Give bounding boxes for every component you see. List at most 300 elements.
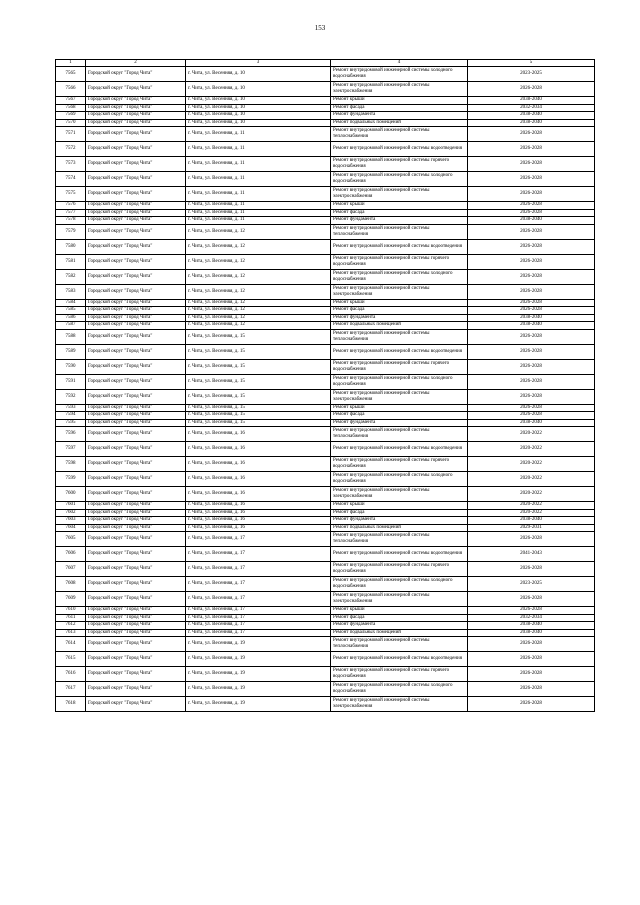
address-cell: г. Чита, ул. Весенняя, д. 16: [186, 524, 331, 532]
row-number-cell: 7593: [56, 404, 86, 412]
address-cell: г. Чита, ул. Весенняя, д. 15: [186, 329, 331, 344]
work-type-cell: Ремонт внутридомовой инженерной системы электроснабжения: [331, 284, 468, 299]
period-cell: 2041-2043: [468, 547, 595, 562]
address-cell: г. Чита, ул. Весенняя, д. 16: [186, 472, 331, 487]
period-cell: 2038-2040: [468, 629, 595, 637]
table-row: [56, 607, 595, 615]
table-row: [56, 224, 595, 239]
municipality-cell: Городской округ "Город Чита": [86, 322, 186, 330]
municipality-cell: Городской округ "Город Чита": [86, 442, 186, 457]
table-row: [56, 82, 595, 97]
table-row: [56, 577, 595, 592]
row-number-cell: 7602: [56, 509, 86, 517]
period-cell: 2020-2022: [468, 457, 595, 472]
municipality-cell: Городской округ "Город Чита": [86, 547, 186, 562]
period-cell: 2026-2028: [468, 82, 595, 97]
period-cell: 2038-2040: [468, 217, 595, 225]
row-number-cell: 7577: [56, 209, 86, 217]
period-cell: 2038-2040: [468, 314, 595, 322]
table-row: [56, 314, 595, 322]
row-number-cell: 7597: [56, 442, 86, 457]
address-cell: г. Чита, ул. Весенняя, д. 15: [186, 404, 331, 412]
period-cell: 2038-2040: [468, 419, 595, 427]
row-number-cell: 7601: [56, 502, 86, 510]
table-row: [56, 472, 595, 487]
work-type-cell: Ремонт фасада: [331, 104, 468, 112]
work-type-cell: Ремонт внутридомовой инженерной системы горячего водоснабжения: [331, 457, 468, 472]
row-number-cell: 7605: [56, 532, 86, 547]
work-type-cell: Ремонт внутридомовой инженерной системы теплоснабжения: [331, 329, 468, 344]
table-row: [56, 127, 595, 142]
work-type-cell: Ремонт внутридомовой инженерной системы электроснабжения: [331, 187, 468, 202]
period-cell: 2026-2028: [468, 607, 595, 615]
period-cell: 2026-2028: [468, 652, 595, 667]
address-cell: г. Чита, ул. Весенняя, д. 12: [186, 307, 331, 315]
row-number-cell: 7584: [56, 299, 86, 307]
table-row: [56, 209, 595, 217]
address-cell: г. Чита, ул. Весенняя, д. 19: [186, 697, 331, 712]
municipality-cell: Городской округ "Город Чита": [86, 314, 186, 322]
period-cell: 2026-2028: [468, 637, 595, 652]
municipality-cell: Городской округ "Город Чита": [86, 629, 186, 637]
period-cell: 2026-2028: [468, 682, 595, 697]
work-type-cell: Ремонт фасада: [331, 412, 468, 420]
municipality-cell: Городской округ "Город Чита": [86, 187, 186, 202]
table-row: [56, 157, 595, 172]
address-cell: г. Чита, ул. Весенняя, д. 12: [186, 299, 331, 307]
row-number-cell: 7580: [56, 239, 86, 254]
municipality-cell: Городской округ "Город Чита": [86, 697, 186, 712]
table-row: [56, 142, 595, 157]
municipality-cell: Городской округ "Город Чита": [86, 119, 186, 127]
work-type-cell: Ремонт внутридомовой инженерной системы электроснабжения: [331, 697, 468, 712]
municipality-cell: Городской округ "Город Чита": [86, 269, 186, 284]
table-row: [56, 104, 595, 112]
work-type-cell: Ремонт крыши: [331, 202, 468, 210]
municipality-cell: Городской округ "Город Чита": [86, 682, 186, 697]
row-number-cell: 7594: [56, 412, 86, 420]
period-cell: 2020-2022: [468, 509, 595, 517]
period-cell: 2020-2022: [468, 487, 595, 502]
address-cell: г. Чита, ул. Весенняя, д. 17: [186, 577, 331, 592]
municipality-cell: Городской округ "Город Чита": [86, 652, 186, 667]
period-cell: 2020-2022: [468, 442, 595, 457]
row-number-cell: 7585: [56, 307, 86, 315]
period-cell: 2038-2040: [468, 97, 595, 105]
header-cell-2: 2: [86, 60, 186, 67]
period-cell: 2020-2022: [468, 427, 595, 442]
work-type-cell: Ремонт фундамента: [331, 517, 468, 525]
address-cell: г. Чита, ул. Весенняя, д. 11: [186, 157, 331, 172]
municipality-cell: Городской округ "Город Чита": [86, 427, 186, 442]
municipality-cell: Городской округ "Город Чита": [86, 142, 186, 157]
address-cell: г. Чита, ул. Весенняя, д. 11: [186, 202, 331, 210]
row-number-cell: 7572: [56, 142, 86, 157]
period-cell: 2026-2028: [468, 254, 595, 269]
row-number-cell: 7570: [56, 119, 86, 127]
address-cell: г. Чита, ул. Весенняя, д. 16: [186, 457, 331, 472]
table-row: [56, 217, 595, 225]
municipality-cell: Городской округ "Город Чита": [86, 487, 186, 502]
work-type-cell: Ремонт внутридомовой инженерной системы водоотведения: [331, 442, 468, 457]
table-row: [56, 299, 595, 307]
work-type-cell: Ремонт внутридомовой инженерной системы водоотведения: [331, 239, 468, 254]
period-cell: 2026-2028: [468, 127, 595, 142]
work-type-cell: Ремонт внутридомовой инженерной системы горячего водоснабжения: [331, 254, 468, 269]
work-type-cell: Ремонт фундамента: [331, 622, 468, 630]
work-type-cell: Ремонт фундамента: [331, 112, 468, 120]
row-number-cell: 7565: [56, 67, 86, 82]
work-type-cell: Ремонт внутридомовой инженерной системы горячего водоснабжения: [331, 667, 468, 682]
period-cell: 2020-2022: [468, 502, 595, 510]
row-number-cell: 7610: [56, 607, 86, 615]
row-number-cell: 7581: [56, 254, 86, 269]
work-type-cell: Ремонт фасада: [331, 614, 468, 622]
row-number-cell: 7567: [56, 97, 86, 105]
work-type-cell: Ремонт внутридомовой инженерной системы горячего водоснабжения: [331, 359, 468, 374]
table-row: [56, 307, 595, 315]
row-number-cell: 7595: [56, 419, 86, 427]
municipality-cell: Городской округ "Город Чита": [86, 157, 186, 172]
period-cell: 2038-2040: [468, 119, 595, 127]
address-cell: г. Чита, ул. Весенняя, д. 17: [186, 607, 331, 615]
municipality-cell: Городской округ "Город Чита": [86, 374, 186, 389]
table-row: [56, 622, 595, 630]
row-number-cell: 7613: [56, 629, 86, 637]
municipality-cell: Городской округ "Город Чита": [86, 637, 186, 652]
work-type-cell: Ремонт крыши: [331, 97, 468, 105]
municipality-cell: Городской округ "Город Чита": [86, 299, 186, 307]
municipality-cell: Городской округ "Город Чита": [86, 592, 186, 607]
period-cell: 2038-2040: [468, 322, 595, 330]
address-cell: г. Чита, ул. Весенняя, д. 15: [186, 374, 331, 389]
table-row: [56, 187, 595, 202]
table-row: [56, 119, 595, 127]
row-number-cell: 7604: [56, 524, 86, 532]
period-cell: 2026-2028: [468, 344, 595, 359]
municipality-cell: Городской округ "Город Чита": [86, 667, 186, 682]
work-type-cell: Ремонт внутридомовой инженерной системы холодного водоснабжения: [331, 577, 468, 592]
address-cell: г. Чита, ул. Весенняя, д. 19: [186, 637, 331, 652]
address-cell: г. Чита, ул. Весенняя, д. 10: [186, 82, 331, 97]
period-cell: 2026-2028: [468, 307, 595, 315]
municipality-cell: Городской округ "Город Чита": [86, 577, 186, 592]
period-cell: 2026-2028: [468, 697, 595, 712]
period-cell: 2020-2022: [468, 472, 595, 487]
table-row: [56, 97, 595, 105]
municipality-cell: Городской округ "Город Чита": [86, 127, 186, 142]
period-cell: 2026-2028: [468, 299, 595, 307]
municipality-cell: Городской округ "Город Чита": [86, 307, 186, 315]
period-cell: 2026-2028: [468, 172, 595, 187]
municipality-cell: Городской округ "Город Чита": [86, 202, 186, 210]
work-type-cell: Ремонт внутридомовой инженерной системы холодного водоснабжения: [331, 472, 468, 487]
municipality-cell: Городской округ "Город Чита": [86, 209, 186, 217]
work-type-cell: Ремонт подвальных помещений: [331, 524, 468, 532]
work-type-cell: Ремонт внутридомовой инженерной системы электроснабжения: [331, 389, 468, 404]
work-type-cell: Ремонт крыши: [331, 502, 468, 510]
municipality-cell: Городской округ "Город Чита": [86, 517, 186, 525]
address-cell: г. Чита, ул. Весенняя, д. 11: [186, 127, 331, 142]
row-number-cell: 7611: [56, 614, 86, 622]
work-type-cell: Ремонт фундамента: [331, 217, 468, 225]
table-row: [56, 427, 595, 442]
address-cell: г. Чита, ул. Весенняя, д. 17: [186, 532, 331, 547]
row-number-cell: 7616: [56, 667, 86, 682]
period-cell: 2026-2028: [468, 359, 595, 374]
row-number-cell: 7612: [56, 622, 86, 630]
work-type-cell: Ремонт крыши: [331, 607, 468, 615]
row-number-cell: 7614: [56, 637, 86, 652]
period-cell: 2026-2028: [468, 329, 595, 344]
table-row: [56, 562, 595, 577]
municipality-cell: Городской округ "Город Чита": [86, 172, 186, 187]
work-type-cell: Ремонт внутридомовой инженерной системы теплоснабжения: [331, 127, 468, 142]
repair-schedule-table: [55, 59, 595, 712]
period-cell: 2026-2028: [468, 202, 595, 210]
table-row: [56, 254, 595, 269]
municipality-cell: Городской округ "Город Чита": [86, 239, 186, 254]
row-number-cell: 7568: [56, 104, 86, 112]
work-type-cell: Ремонт подвальных помещений: [331, 629, 468, 637]
row-number-cell: 7589: [56, 344, 86, 359]
work-type-cell: Ремонт внутридомовой инженерной системы горячего водоснабжения: [331, 157, 468, 172]
row-number-cell: 7588: [56, 329, 86, 344]
row-number-cell: 7586: [56, 314, 86, 322]
period-cell: 2026-2028: [468, 562, 595, 577]
table-row: [56, 457, 595, 472]
work-type-cell: Ремонт внутридомовой инженерной системы электроснабжения: [331, 82, 468, 97]
municipality-cell: Городской округ "Город Чита": [86, 217, 186, 225]
address-cell: г. Чита, ул. Весенняя, д. 10: [186, 97, 331, 105]
address-cell: г. Чита, ул. Весенняя, д. 17: [186, 622, 331, 630]
work-type-cell: Ремонт внутридомовой инженерной системы холодного водоснабжения: [331, 269, 468, 284]
table-row: [56, 487, 595, 502]
period-cell: 2026-2028: [468, 284, 595, 299]
table-row: [56, 614, 595, 622]
table-row: [56, 67, 595, 82]
row-number-cell: 7590: [56, 359, 86, 374]
row-number-cell: 7617: [56, 682, 86, 697]
municipality-cell: Городской округ "Город Чита": [86, 359, 186, 374]
table-row: [56, 344, 595, 359]
address-cell: г. Чита, ул. Весенняя, д. 11: [186, 187, 331, 202]
work-type-cell: Ремонт подвальных помещений: [331, 322, 468, 330]
table-row: [56, 524, 595, 532]
table-row: [56, 359, 595, 374]
address-cell: г. Чита, ул. Весенняя, д. 16: [186, 509, 331, 517]
period-cell: 2038-2040: [468, 517, 595, 525]
header-cell-1: 1: [56, 60, 86, 67]
municipality-cell: Городской округ "Город Чита": [86, 254, 186, 269]
address-cell: г. Чита, ул. Весенняя, д. 16: [186, 487, 331, 502]
table-row: [56, 697, 595, 712]
table-row: [56, 412, 595, 420]
row-number-cell: 7575: [56, 187, 86, 202]
header-cell-5: 5: [468, 60, 595, 67]
municipality-cell: Городской округ "Город Чита": [86, 404, 186, 412]
work-type-cell: Ремонт фундамента: [331, 314, 468, 322]
row-number-cell: 7583: [56, 284, 86, 299]
period-cell: 2026-2028: [468, 412, 595, 420]
row-number-cell: 7603: [56, 517, 86, 525]
municipality-cell: Городской округ "Город Чита": [86, 284, 186, 299]
address-cell: г. Чита, ул. Весенняя, д. 10: [186, 104, 331, 112]
address-cell: г. Чита, ул. Весенняя, д. 19: [186, 682, 331, 697]
address-cell: г. Чита, ул. Весенняя, д. 10: [186, 67, 331, 82]
period-cell: 2026-2028: [468, 224, 595, 239]
table-row: [56, 329, 595, 344]
municipality-cell: Городской округ "Город Чита": [86, 104, 186, 112]
row-number-cell: 7574: [56, 172, 86, 187]
table-row: [56, 442, 595, 457]
address-cell: г. Чита, ул. Весенняя, д. 15: [186, 389, 331, 404]
row-number-cell: 7600: [56, 487, 86, 502]
work-type-cell: Ремонт внутридомовой инженерной системы холодного водоснабжения: [331, 172, 468, 187]
work-type-cell: Ремонт внутридомовой инженерной системы электроснабжения: [331, 487, 468, 502]
row-number-cell: 7582: [56, 269, 86, 284]
table-header-row: [56, 60, 595, 67]
work-type-cell: Ремонт внутридомовой инженерной системы теплоснабжения: [331, 224, 468, 239]
table-row: [56, 547, 595, 562]
period-cell: 2026-2028: [468, 142, 595, 157]
row-number-cell: 7618: [56, 697, 86, 712]
municipality-cell: Городской округ "Город Чита": [86, 502, 186, 510]
row-number-cell: 7571: [56, 127, 86, 142]
table-row: [56, 637, 595, 652]
row-number-cell: 7573: [56, 157, 86, 172]
table-row: [56, 374, 595, 389]
address-cell: г. Чита, ул. Весенняя, д. 12: [186, 224, 331, 239]
work-type-cell: Ремонт крыши: [331, 404, 468, 412]
address-cell: г. Чита, ул. Весенняя, д. 17: [186, 614, 331, 622]
table-row: [56, 202, 595, 210]
work-type-cell: Ремонт внутридомовой инженерной системы теплоснабжения: [331, 427, 468, 442]
work-type-cell: Ремонт внутридомовой инженерной системы водоотведения: [331, 547, 468, 562]
row-number-cell: 7592: [56, 389, 86, 404]
work-type-cell: Ремонт внутридомовой инженерной системы водоотведения: [331, 652, 468, 667]
page-number: 153: [314, 24, 326, 32]
municipality-cell: Городской округ "Город Чита": [86, 112, 186, 120]
row-number-cell: 7578: [56, 217, 86, 225]
address-cell: г. Чита, ул. Весенняя, д. 15: [186, 412, 331, 420]
address-cell: г. Чита, ул. Весенняя, д. 19: [186, 652, 331, 667]
address-cell: г. Чита, ул. Весенняя, д. 16: [186, 427, 331, 442]
table-row: [56, 502, 595, 510]
period-cell: 2026-2028: [468, 592, 595, 607]
work-type-cell: Ремонт внутридомовой инженерной системы холодного водоснабжения: [331, 67, 468, 82]
table-row: [56, 509, 595, 517]
work-type-cell: Ремонт внутридомовой инженерной системы горячего водоснабжения: [331, 562, 468, 577]
address-cell: г. Чита, ул. Весенняя, д. 11: [186, 217, 331, 225]
row-number-cell: 7566: [56, 82, 86, 97]
municipality-cell: Городской округ "Город Чита": [86, 344, 186, 359]
address-cell: г. Чита, ул. Весенняя, д. 17: [186, 629, 331, 637]
table-row: [56, 592, 595, 607]
row-number-cell: 7607: [56, 562, 86, 577]
table-row: [56, 172, 595, 187]
work-type-cell: Ремонт фасада: [331, 209, 468, 217]
address-cell: г. Чита, ул. Весенняя, д. 10: [186, 112, 331, 120]
address-cell: г. Чита, ул. Весенняя, д. 11: [186, 172, 331, 187]
address-cell: г. Чита, ул. Весенняя, д. 16: [186, 517, 331, 525]
table-row: [56, 389, 595, 404]
row-number-cell: 7579: [56, 224, 86, 239]
municipality-cell: Городской округ "Город Чита": [86, 472, 186, 487]
address-cell: г. Чита, ул. Весенняя, д. 15: [186, 344, 331, 359]
municipality-cell: Городской округ "Город Чита": [86, 389, 186, 404]
header-cell-3: 3: [186, 60, 331, 67]
municipality-cell: Городской округ "Город Чита": [86, 67, 186, 82]
work-type-cell: Ремонт внутридомовой инженерной системы водоотведения: [331, 344, 468, 359]
address-cell: г. Чита, ул. Весенняя, д. 10: [186, 119, 331, 127]
municipality-cell: Городской округ "Город Чита": [86, 509, 186, 517]
address-cell: г. Чита, ул. Весенняя, д. 12: [186, 239, 331, 254]
table-row: [56, 419, 595, 427]
municipality-cell: Городской округ "Город Чита": [86, 622, 186, 630]
period-cell: 2026-2028: [468, 532, 595, 547]
period-cell: 2032-2034: [468, 614, 595, 622]
work-type-cell: Ремонт внутридомовой инженерной системы водоотведения: [331, 142, 468, 157]
row-number-cell: 7606: [56, 547, 86, 562]
municipality-cell: Городской округ "Город Чита": [86, 224, 186, 239]
municipality-cell: Городской округ "Город Чита": [86, 419, 186, 427]
header-cell-4: 4: [331, 60, 468, 67]
work-type-cell: Ремонт внутридомовой инженерной системы холодного водоснабжения: [331, 682, 468, 697]
municipality-cell: Городской округ "Город Чита": [86, 329, 186, 344]
address-cell: г. Чита, ул. Весенняя, д. 12: [186, 269, 331, 284]
period-cell: 2023-2025: [468, 577, 595, 592]
table-row: [56, 239, 595, 254]
period-cell: 2026-2028: [468, 157, 595, 172]
period-cell: 2026-2028: [468, 239, 595, 254]
work-type-cell: Ремонт внутридомовой инженерной системы холодного водоснабжения: [331, 374, 468, 389]
address-cell: г. Чита, ул. Весенняя, д. 15: [186, 419, 331, 427]
address-cell: г. Чита, ул. Весенняя, д. 19: [186, 667, 331, 682]
table-row: [56, 652, 595, 667]
work-type-cell: Ремонт крыши: [331, 299, 468, 307]
table-row: [56, 322, 595, 330]
table-row: [56, 629, 595, 637]
table-row: [56, 532, 595, 547]
row-number-cell: 7596: [56, 427, 86, 442]
address-cell: г. Чита, ул. Весенняя, д. 17: [186, 562, 331, 577]
address-cell: г. Чита, ул. Весенняя, д. 12: [186, 322, 331, 330]
work-type-cell: Ремонт внутридомовой инженерной системы теплоснабжения: [331, 637, 468, 652]
row-number-cell: 7591: [56, 374, 86, 389]
address-cell: г. Чита, ул. Весенняя, д. 11: [186, 209, 331, 217]
work-type-cell: Ремонт подвальных помещений: [331, 119, 468, 127]
work-type-cell: Ремонт внутридомовой инженерной системы теплоснабжения: [331, 532, 468, 547]
period-cell: 2026-2028: [468, 374, 595, 389]
table-row: [56, 517, 595, 525]
municipality-cell: Городской округ "Город Чита": [86, 524, 186, 532]
address-cell: г. Чита, ул. Весенняя, д. 12: [186, 254, 331, 269]
row-number-cell: 7608: [56, 577, 86, 592]
period-cell: 2038-2040: [468, 622, 595, 630]
row-number-cell: 7569: [56, 112, 86, 120]
period-cell: 2038-2040: [468, 112, 595, 120]
municipality-cell: Городской округ "Город Чита": [86, 457, 186, 472]
municipality-cell: Городской округ "Город Чита": [86, 562, 186, 577]
municipality-cell: Городской округ "Город Чита": [86, 412, 186, 420]
address-cell: г. Чита, ул. Весенняя, д. 15: [186, 359, 331, 374]
row-number-cell: 7599: [56, 472, 86, 487]
period-cell: 2026-2028: [468, 404, 595, 412]
table-row: [56, 269, 595, 284]
address-cell: г. Чита, ул. Весенняя, д. 17: [186, 592, 331, 607]
municipality-cell: Городской округ "Город Чита": [86, 607, 186, 615]
